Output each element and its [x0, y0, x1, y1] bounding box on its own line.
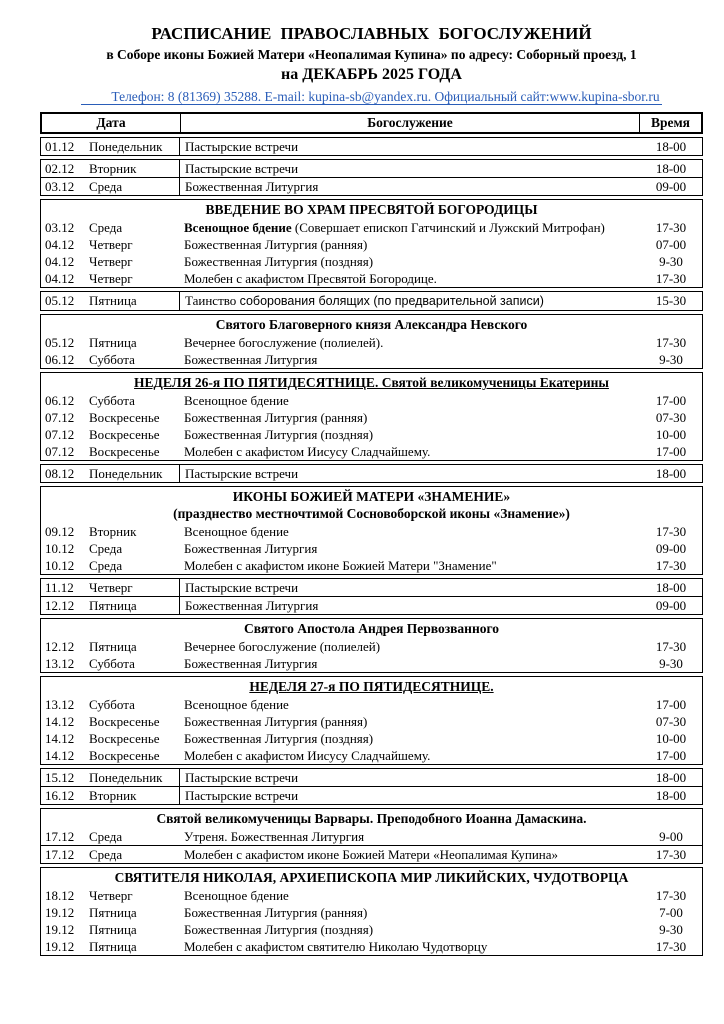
day-cell: Четверг — [89, 580, 133, 595]
section-band — [40, 676, 703, 765]
date-cell: 14.12 — [45, 748, 75, 763]
service-cell: Божественная Литургия (ранняя) — [184, 905, 368, 920]
date-cell: 03.12 — [45, 220, 75, 235]
day-cell: Воскресенье — [89, 410, 160, 425]
section-band — [40, 618, 703, 673]
schedule-row — [41, 270, 702, 287]
schedule-row — [41, 253, 702, 270]
service-cell: Молебен с акафистом святителю Николаю Чудотворцу — [184, 939, 488, 954]
service-cell: Вечернее богослужение (полиелей) — [184, 639, 381, 654]
day-cell: Пятница — [89, 905, 137, 920]
schedule-row — [41, 828, 702, 845]
service-cell: Всенощное бдение — [184, 888, 289, 903]
time-cell: 9-30 — [659, 352, 683, 367]
date-cell: 04.12 — [45, 254, 75, 269]
service-sans-text: соборования болящих (по предварительной записи) — [239, 294, 544, 308]
date-cell: 04.12 — [45, 237, 75, 252]
schedule-row — [41, 638, 702, 655]
service-cell: Пастырские встречи — [179, 160, 640, 177]
time-cell: 18-00 — [655, 580, 687, 595]
date-cell: 14.12 — [45, 731, 75, 746]
day-cell: Пятница — [89, 598, 137, 613]
schedule-row — [41, 236, 702, 253]
service-cell: Молебен с акафистом иконе Божией Матери "Знамение" — [184, 558, 497, 573]
time-cell: 10-00 — [655, 427, 687, 442]
schedule-row — [41, 392, 702, 409]
time-cell: 17-30 — [655, 335, 687, 350]
day-cell: Четверг — [89, 237, 133, 252]
service-cell: Пастырские встречи — [179, 579, 640, 596]
service-cell: Божественная Литургия (ранняя) — [184, 237, 368, 252]
time-cell: 15-30 — [655, 293, 687, 308]
day-cell: Среда — [89, 179, 123, 194]
time-cell: 17-30 — [655, 271, 687, 286]
date-cell: 08.12 — [45, 466, 75, 481]
date-cell: 17.12 — [45, 829, 75, 844]
service-cell: Молебен с акафистом Иисусу Сладчайшему. — [184, 444, 431, 459]
day-cell: Пятница — [89, 293, 137, 308]
day-cell: Среда — [89, 220, 123, 235]
time-cell: 9-30 — [659, 254, 683, 269]
doc-title: РАСПИСАНИЕ ПРАВОСЛАВНЫХ БОГОСЛУЖЕНИЙ — [151, 24, 592, 43]
date-cell: 19.12 — [45, 939, 75, 954]
date-cell: 17.12 — [45, 847, 75, 862]
schedule-row — [41, 579, 702, 596]
service-cell: Божественная Литургия — [179, 597, 640, 614]
time-cell: 09-00 — [655, 541, 687, 556]
day-cell: Среда — [89, 829, 123, 844]
service-cell: Молебен с акафистом Иисусу Сладчайшему. — [184, 748, 431, 763]
schedule-table — [40, 112, 703, 956]
time-cell: 17-30 — [655, 939, 687, 954]
schedule-row — [41, 904, 702, 921]
day-cell: Четверг — [89, 254, 133, 269]
section-band — [40, 486, 703, 575]
day-cell: Воскресенье — [89, 714, 160, 729]
day-cell: Воскресенье — [89, 427, 160, 442]
service-cell: Утреня. Божественная Литургия — [184, 829, 365, 844]
schedule-row — [41, 557, 702, 574]
service-cell: Божественная Литургия — [184, 352, 318, 367]
day-cell: Четверг — [89, 271, 133, 286]
date-cell: 04.12 — [45, 271, 75, 286]
date-cell: 06.12 — [45, 393, 75, 408]
date-cell: 14.12 — [45, 714, 75, 729]
date-cell: 06.12 — [45, 352, 75, 367]
time-cell: 17-30 — [655, 524, 687, 539]
date-cell: 18.12 — [45, 888, 75, 903]
schedule-row — [41, 596, 702, 614]
table-header-row — [40, 112, 703, 134]
date-cell: 11.12 — [45, 580, 74, 595]
schedule-row — [41, 177, 702, 195]
time-cell: 17-30 — [655, 220, 687, 235]
service-cell: Всенощное бдение — [184, 393, 289, 408]
day-cell: Суббота — [89, 697, 135, 712]
service-cell: Пастырские встречи — [179, 138, 640, 155]
rows-band — [40, 578, 703, 615]
time-cell: 9-00 — [659, 829, 683, 844]
rows-band — [40, 137, 703, 156]
day-cell: Среда — [89, 847, 123, 862]
time-cell: 17-00 — [655, 393, 687, 408]
section-title: Святой великомученицы Варвары. Преподобного Иоанна Дамаскина. — [156, 811, 587, 826]
day-cell: Вторник — [89, 788, 137, 803]
date-cell: 07.12 — [45, 444, 75, 459]
day-cell: Суббота — [89, 656, 135, 671]
section-title: Святого Апостола Андрея Первозванного — [243, 621, 500, 636]
service-bold-text: Всенощное бдение — [184, 220, 292, 235]
time-cell: 18-00 — [655, 788, 687, 803]
time-cell: 7-00 — [659, 905, 683, 920]
date-cell: 13.12 — [45, 697, 75, 712]
time-cell: 9-30 — [659, 656, 683, 671]
service-cell: Божественная Литургия (поздняя) — [184, 922, 374, 937]
day-cell: Пятница — [89, 335, 137, 350]
day-cell: Пятница — [89, 639, 137, 654]
time-cell: 17-00 — [655, 444, 687, 459]
schedule-row — [41, 138, 702, 155]
doc-subtitle: в Соборе иконы Божией Матери «Неопалимая Купина» по адресу: Соборный проезд, 1 — [106, 47, 637, 62]
time-cell: 07-30 — [655, 410, 687, 425]
day-cell: Пятница — [89, 922, 137, 937]
section-title: НЕДЕЛЯ 26-я ПО ПЯТИДЕСЯТНИЦЕ. Святой великомученицы Екатерины — [134, 375, 609, 390]
day-cell: Понедельник — [89, 139, 163, 154]
schedule-row — [41, 426, 702, 443]
date-cell: 10.12 — [45, 541, 75, 556]
schedule-row — [41, 465, 702, 482]
time-cell: 07-30 — [655, 714, 687, 729]
service-cell: Божественная Литургия (ранняя) — [184, 714, 368, 729]
date-cell: 19.12 — [45, 905, 75, 920]
section-title: ИКОНЫ БОЖИЕЙ МАТЕРИ «ЗНАМЕНИЕ» — [232, 489, 511, 504]
date-cell: 19.12 — [45, 922, 75, 937]
schedule-row — [41, 921, 702, 938]
time-cell: 9-30 — [659, 922, 683, 937]
day-cell: Суббота — [89, 393, 135, 408]
schedule-row — [41, 845, 702, 863]
service-cell: Молебен с акафистом Пресвятой Богородице. — [184, 271, 437, 286]
section-title: Святого Благоверного князя Александра Невского — [215, 317, 528, 332]
day-cell: Воскресенье — [89, 444, 160, 459]
time-cell: 17-30 — [655, 847, 687, 862]
day-cell: Вторник — [89, 524, 137, 539]
day-cell: Четверг — [89, 888, 133, 903]
contact-link[interactable]: Телефон: 8 (81369) 35288. E-mail: kupina-sb@yandex.ru. Официальный сайт:www.kupina-sbor.ru — [81, 89, 661, 105]
date-cell: 15.12 — [45, 770, 75, 785]
schedule-row — [41, 786, 702, 804]
section-band — [40, 808, 703, 864]
time-cell: 17-00 — [655, 697, 687, 712]
service-cell: Всенощное бдение — [184, 524, 289, 539]
schedule-row — [41, 409, 702, 426]
day-cell: Пятница — [89, 939, 137, 954]
service-cell: Таинство соборования болящих (по предварительной записи) — [179, 292, 640, 310]
doc-period: на ДЕКАБРЬ 2025 ГОДА — [281, 66, 462, 83]
schedule-row — [41, 540, 702, 557]
schedule-row — [41, 696, 702, 713]
service-cell: Молебен с акафистом иконе Божией Матери «Неопалимая Купина» — [184, 847, 559, 862]
schedule-bands — [40, 137, 703, 956]
column-header-service: Богослужение — [180, 114, 639, 132]
section-band — [40, 372, 703, 461]
service-cell: Божественная Литургия (поздняя) — [184, 731, 374, 746]
section-band — [40, 314, 703, 369]
time-cell: 18-00 — [655, 466, 687, 481]
section-band — [40, 867, 703, 956]
date-cell: 01.12 — [45, 139, 75, 154]
time-cell: 17-00 — [655, 748, 687, 763]
day-cell: Воскресенье — [89, 748, 160, 763]
schedule-row — [41, 334, 702, 351]
schedule-row — [41, 219, 702, 236]
day-cell: Среда — [89, 558, 123, 573]
schedule-row — [41, 747, 702, 764]
rows-band — [40, 159, 703, 196]
service-cell: Божественная Литургия (ранняя) — [184, 410, 368, 425]
schedule-row — [41, 730, 702, 747]
service-cell: Божественная Литургия — [184, 541, 318, 556]
service-cell: Божественная Литургия (поздняя) — [184, 427, 374, 442]
date-cell: 05.12 — [45, 293, 75, 308]
service-cell: Пастырские встречи — [179, 769, 640, 786]
day-cell: Воскресенье — [89, 731, 160, 746]
date-cell: 07.12 — [45, 427, 75, 442]
section-band — [40, 199, 703, 288]
day-cell: Суббота — [89, 352, 135, 367]
service-cell: Пастырские встречи — [179, 465, 640, 482]
date-cell: 03.12 — [45, 179, 75, 194]
column-header-time: Время — [639, 114, 701, 132]
day-cell: Понедельник — [89, 466, 163, 481]
date-cell: 05.12 — [45, 335, 75, 350]
date-cell: 10.12 — [45, 558, 75, 573]
date-cell: 12.12 — [45, 639, 75, 654]
time-cell: 09-00 — [655, 179, 687, 194]
service-cell: Всенощное бдение — [184, 697, 289, 712]
date-cell: 13.12 — [45, 656, 75, 671]
time-cell: 18-00 — [655, 770, 687, 785]
service-cell: Вечернее богослужение (полиелей). — [184, 335, 384, 350]
schedule-row — [41, 938, 702, 955]
service-cell: Божественная Литургия — [184, 656, 318, 671]
schedule-row — [41, 292, 702, 310]
schedule-row — [41, 351, 702, 368]
date-cell: 16.12 — [45, 788, 75, 803]
schedule-row — [41, 160, 702, 177]
schedule-row — [41, 443, 702, 460]
service-cell: Божественная Литургия (поздняя) — [184, 254, 374, 269]
schedule-row — [41, 887, 702, 904]
service-cell: Пастырские встречи — [179, 787, 640, 804]
date-cell: 09.12 — [45, 524, 75, 539]
day-cell: Среда — [89, 541, 123, 556]
day-cell: Вторник — [89, 161, 137, 176]
date-cell: 12.12 — [45, 598, 75, 613]
schedule-row — [41, 713, 702, 730]
time-cell: 17-30 — [655, 558, 687, 573]
contact-line — [40, 88, 703, 106]
time-cell: 18-00 — [655, 161, 687, 176]
date-cell: 02.12 — [45, 161, 75, 176]
time-cell: 07-00 — [655, 237, 687, 252]
rows-band — [40, 464, 703, 483]
schedule-row — [41, 523, 702, 540]
column-header-date: Дата — [96, 115, 126, 130]
section-title: СВЯТИТЕЛЯ НИКОЛАЯ, АРХИЕПИСКОПА МИР ЛИКИЙСКИХ, ЧУДОТВОРЦА — [114, 870, 629, 885]
rows-band — [40, 768, 703, 805]
schedule-row — [41, 655, 702, 672]
date-cell: 07.12 — [45, 410, 75, 425]
section-title: ВВЕДЕНИЕ ВО ХРАМ ПРЕСВЯТОЙ БОГОРОДИЦЫ — [205, 202, 538, 217]
time-cell: 18-00 — [655, 139, 687, 154]
time-cell: 17-30 — [655, 888, 687, 903]
day-cell: Понедельник — [89, 770, 163, 785]
section-subtitle: (празднество местночтимой Сосновоборской иконы «Знамение») — [173, 506, 570, 521]
service-cell: Божественная Литургия — [179, 178, 640, 195]
rows-band — [40, 291, 703, 311]
section-title: НЕДЕЛЯ 27-я ПО ПЯТИДЕСЯТНИЦЕ. — [249, 679, 494, 694]
time-cell: 10-00 — [655, 731, 687, 746]
time-cell: 17-30 — [655, 639, 687, 654]
time-cell: 09-00 — [655, 598, 687, 613]
service-cell: Всенощное бдение (Совершает епископ Гатчинский и Лужский Митрофан) — [184, 220, 605, 235]
schedule-row — [41, 769, 702, 786]
